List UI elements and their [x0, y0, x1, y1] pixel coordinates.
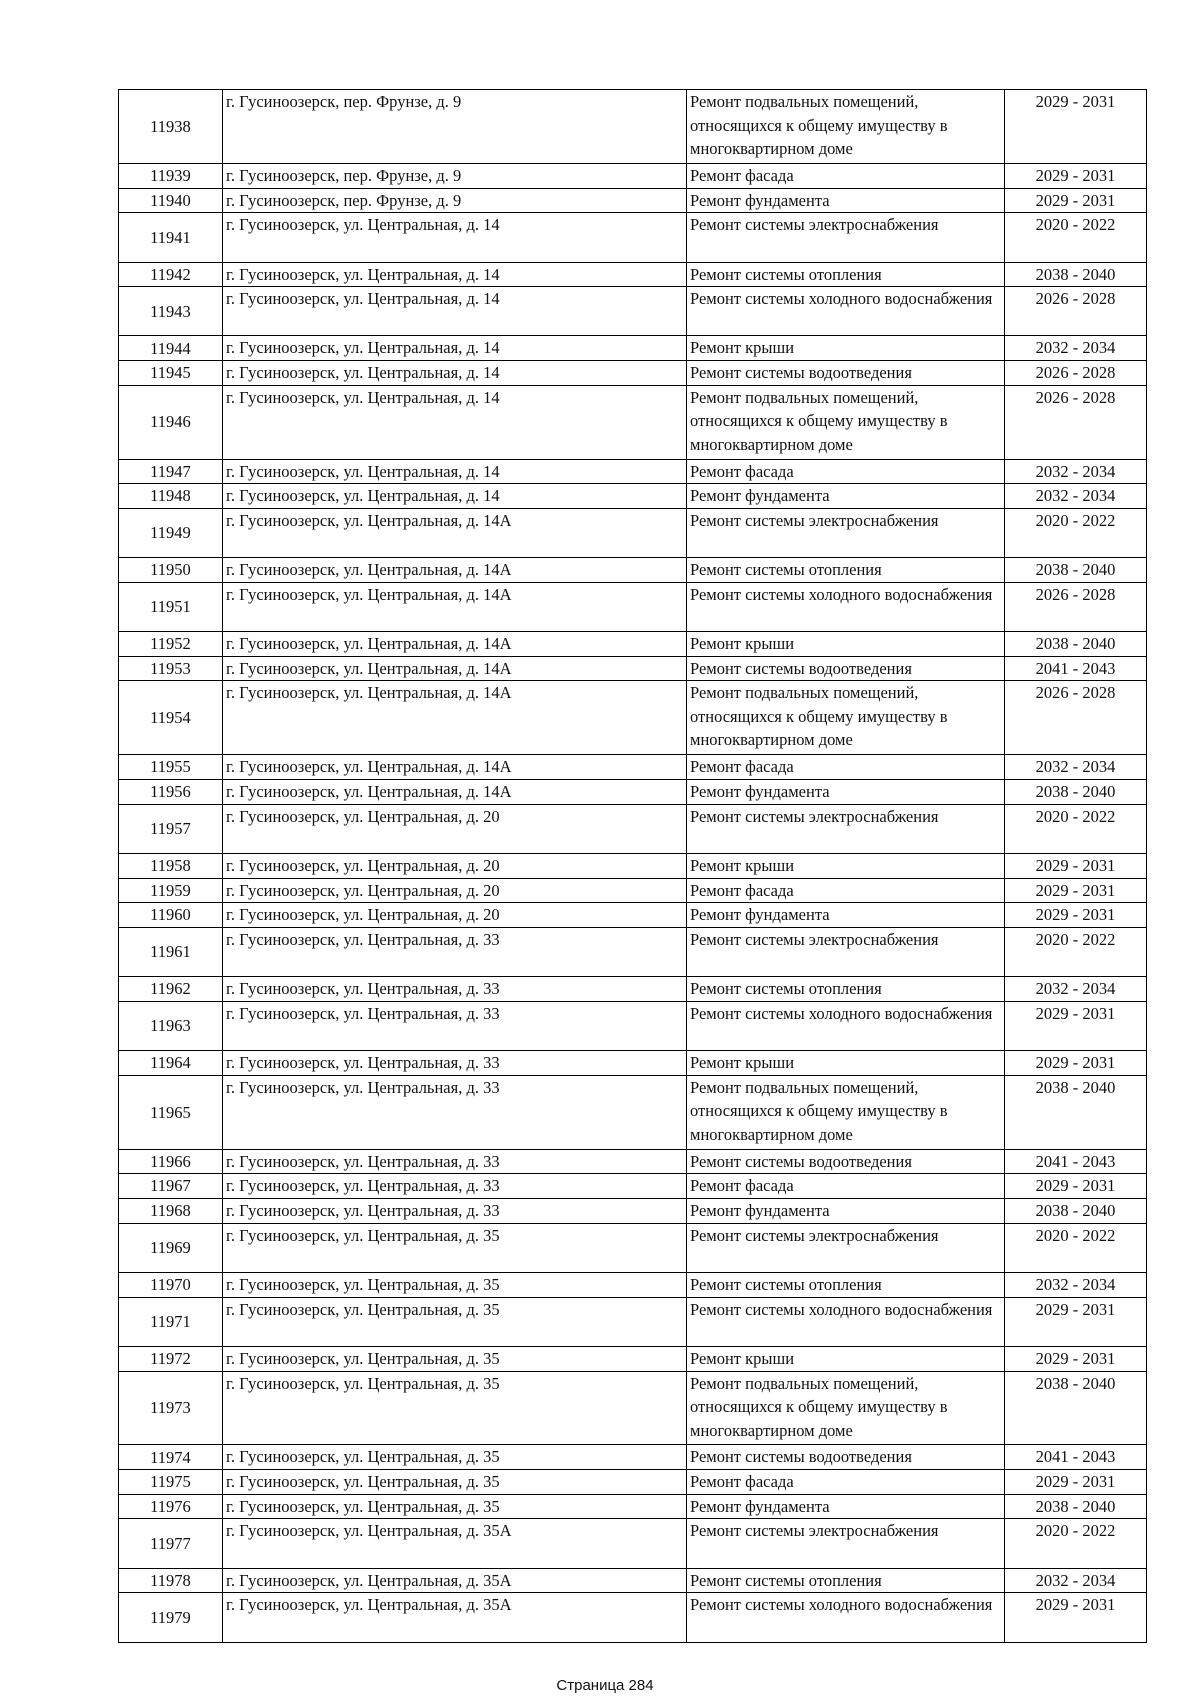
row-period: 2032 - 2034: [1005, 459, 1147, 484]
row-period: 2020 - 2022: [1005, 508, 1147, 557]
row-number: 11951: [119, 582, 223, 631]
row-number: 11952: [119, 632, 223, 657]
row-number: 11971: [119, 1297, 223, 1346]
row-number: 11964: [119, 1051, 223, 1076]
row-number: 11950: [119, 558, 223, 583]
row-work-type: Ремонт системы электроснабжения: [687, 927, 1005, 976]
table-row: [119, 878, 1147, 903]
row-number: 11962: [119, 977, 223, 1002]
row-address: г. Гусиноозерск, ул. Центральная, д. 35: [223, 1371, 687, 1445]
table-row: [119, 1174, 1147, 1199]
row-period: 2026 - 2028: [1005, 361, 1147, 386]
row-address: г. Гусиноозерск, ул. Центральная, д. 14: [223, 287, 687, 336]
row-work-type: Ремонт фундамента: [687, 1199, 1005, 1224]
table-row: [119, 287, 1147, 336]
row-work-type: Ремонт системы отопления: [687, 1272, 1005, 1297]
row-period: 2029 - 2031: [1005, 90, 1147, 164]
table-row: [119, 459, 1147, 484]
table-row: [119, 558, 1147, 583]
row-period: 2038 - 2040: [1005, 1199, 1147, 1224]
row-address: г. Гусиноозерск, ул. Центральная, д. 33: [223, 1149, 687, 1174]
document-page: [118, 89, 1146, 1643]
row-number: 11939: [119, 163, 223, 188]
table-row: [119, 213, 1147, 262]
row-address: г. Гусиноозерск, ул. Центральная, д. 35: [223, 1223, 687, 1272]
row-work-type: Ремонт системы отопления: [687, 977, 1005, 1002]
row-work-type: Ремонт системы водоотведения: [687, 1445, 1005, 1470]
row-number: 11940: [119, 188, 223, 213]
row-number: 11954: [119, 681, 223, 755]
table-body: [119, 90, 1147, 1643]
row-address: г. Гусиноозерск, ул. Центральная, д. 33: [223, 1199, 687, 1224]
row-address: г. Гусиноозерск, ул. Центральная, д. 35: [223, 1346, 687, 1371]
row-work-type: Ремонт фундамента: [687, 1494, 1005, 1519]
table-row: [119, 977, 1147, 1002]
row-number: 11979: [119, 1593, 223, 1642]
table-row: [119, 262, 1147, 287]
row-number: 11953: [119, 656, 223, 681]
row-address: г. Гусиноозерск, ул. Центральная, д. 20: [223, 878, 687, 903]
row-work-type: Ремонт системы электроснабжения: [687, 1223, 1005, 1272]
table-row: [119, 903, 1147, 928]
table-row: [119, 755, 1147, 780]
row-period: 2038 - 2040: [1005, 1075, 1147, 1149]
row-address: г. Гусиноозерск, ул. Центральная, д. 14: [223, 336, 687, 361]
row-work-type: Ремонт фундамента: [687, 484, 1005, 509]
row-number: 11957: [119, 804, 223, 853]
row-work-type: Ремонт системы электроснабжения: [687, 1519, 1005, 1568]
row-number: 11974: [119, 1445, 223, 1470]
row-number: 11969: [119, 1223, 223, 1272]
table-row: [119, 385, 1147, 459]
row-work-type: Ремонт подвальных помещений, относящихся к общему имуществу в многоквартирном доме: [687, 385, 1005, 459]
row-number: 11970: [119, 1272, 223, 1297]
row-period: 2026 - 2028: [1005, 582, 1147, 631]
row-work-type: Ремонт крыши: [687, 336, 1005, 361]
row-period: 2032 - 2034: [1005, 977, 1147, 1002]
table-row: [119, 1149, 1147, 1174]
row-work-type: Ремонт системы водоотведения: [687, 361, 1005, 386]
row-address: г. Гусиноозерск, ул. Центральная, д. 14А: [223, 681, 687, 755]
row-work-type: Ремонт системы холодного водоснабжения: [687, 582, 1005, 631]
row-address: г. Гусиноозерск, ул. Центральная, д. 14А: [223, 632, 687, 657]
row-work-type: Ремонт крыши: [687, 1346, 1005, 1371]
row-number: 11963: [119, 1001, 223, 1050]
row-address: г. Гусиноозерск, ул. Центральная, д. 33: [223, 1001, 687, 1050]
row-address: г. Гусиноозерск, ул. Центральная, д. 14А: [223, 780, 687, 805]
row-number: 11948: [119, 484, 223, 509]
table-row: [119, 508, 1147, 557]
table-row: [119, 632, 1147, 657]
table-row: [119, 1001, 1147, 1050]
table-row: [119, 853, 1147, 878]
row-period: 2029 - 2031: [1005, 1001, 1147, 1050]
table-row: [119, 1568, 1147, 1593]
row-address: г. Гусиноозерск, ул. Центральная, д. 14: [223, 385, 687, 459]
row-address: г. Гусиноозерск, ул. Центральная, д. 35А: [223, 1519, 687, 1568]
row-number: 11966: [119, 1149, 223, 1174]
row-number: 11945: [119, 361, 223, 386]
row-address: г. Гусиноозерск, ул. Центральная, д. 33: [223, 927, 687, 976]
row-work-type: Ремонт системы холодного водоснабжения: [687, 287, 1005, 336]
row-address: г. Гусиноозерск, ул. Центральная, д. 33: [223, 1174, 687, 1199]
table-row: [119, 1297, 1147, 1346]
row-address: г. Гусиноозерск, ул. Центральная, д. 14А: [223, 582, 687, 631]
row-period: 2032 - 2034: [1005, 1568, 1147, 1593]
row-period: 2020 - 2022: [1005, 213, 1147, 262]
row-period: 2029 - 2031: [1005, 878, 1147, 903]
row-address: г. Гусиноозерск, ул. Центральная, д. 35: [223, 1494, 687, 1519]
table-row: [119, 1272, 1147, 1297]
table-row: [119, 163, 1147, 188]
table-row: [119, 927, 1147, 976]
table-row: [119, 336, 1147, 361]
row-period: 2029 - 2031: [1005, 1297, 1147, 1346]
row-number: 11967: [119, 1174, 223, 1199]
row-period: 2038 - 2040: [1005, 558, 1147, 583]
row-work-type: Ремонт фасада: [687, 459, 1005, 484]
table-row: [119, 1494, 1147, 1519]
row-work-type: Ремонт системы водоотведения: [687, 656, 1005, 681]
table-row: [119, 1199, 1147, 1224]
repair-schedule-table: [118, 89, 1147, 1643]
row-address: г. Гусиноозерск, ул. Центральная, д. 14: [223, 262, 687, 287]
row-number: 11978: [119, 1568, 223, 1593]
row-number: 11958: [119, 853, 223, 878]
row-work-type: Ремонт фундамента: [687, 780, 1005, 805]
row-work-type: Ремонт фундамента: [687, 188, 1005, 213]
table-row: [119, 1371, 1147, 1445]
row-period: 2026 - 2028: [1005, 287, 1147, 336]
row-address: г. Гусиноозерск, ул. Центральная, д. 35: [223, 1297, 687, 1346]
row-number: 11938: [119, 90, 223, 164]
table-row: [119, 188, 1147, 213]
row-work-type: Ремонт системы электроснабжения: [687, 213, 1005, 262]
row-period: 2032 - 2034: [1005, 1272, 1147, 1297]
table-row: [119, 1075, 1147, 1149]
row-address: г. Гусиноозерск, ул. Центральная, д. 35: [223, 1470, 687, 1495]
table-row: [119, 804, 1147, 853]
row-address: г. Гусиноозерск, ул. Центральная, д. 14А: [223, 558, 687, 583]
row-work-type: Ремонт фасада: [687, 163, 1005, 188]
table-row: [119, 1051, 1147, 1076]
table-row: [119, 361, 1147, 386]
row-period: 2041 - 2043: [1005, 656, 1147, 681]
row-work-type: Ремонт системы электроснабжения: [687, 804, 1005, 853]
row-address: г. Гусиноозерск, ул. Центральная, д. 35А: [223, 1568, 687, 1593]
row-period: 2032 - 2034: [1005, 755, 1147, 780]
row-work-type: Ремонт подвальных помещений, относящихся к общему имуществу в многоквартирном доме: [687, 1075, 1005, 1149]
row-address: г. Гусиноозерск, ул. Центральная, д. 14: [223, 361, 687, 386]
row-period: 2026 - 2028: [1005, 681, 1147, 755]
row-period: 2029 - 2031: [1005, 903, 1147, 928]
row-period: 2029 - 2031: [1005, 188, 1147, 213]
row-work-type: Ремонт подвальных помещений, относящихся к общему имуществу в многоквартирном доме: [687, 90, 1005, 164]
row-period: 2032 - 2034: [1005, 336, 1147, 361]
row-work-type: Ремонт системы холодного водоснабжения: [687, 1297, 1005, 1346]
row-period: 2029 - 2031: [1005, 1174, 1147, 1199]
row-address: г. Гусиноозерск, ул. Центральная, д. 33: [223, 1051, 687, 1076]
row-work-type: Ремонт фасада: [687, 755, 1005, 780]
row-period: 2029 - 2031: [1005, 1346, 1147, 1371]
row-number: 11959: [119, 878, 223, 903]
row-number: 11946: [119, 385, 223, 459]
table-row: [119, 484, 1147, 509]
row-number: 11960: [119, 903, 223, 928]
row-work-type: Ремонт фасада: [687, 878, 1005, 903]
table-row: [119, 1593, 1147, 1642]
row-period: 2038 - 2040: [1005, 780, 1147, 805]
row-work-type: Ремонт системы водоотведения: [687, 1149, 1005, 1174]
table-row: [119, 1470, 1147, 1495]
table-row: [119, 90, 1147, 164]
row-period: 2038 - 2040: [1005, 1371, 1147, 1445]
row-number: 11961: [119, 927, 223, 976]
table-row: [119, 582, 1147, 631]
row-period: 2029 - 2031: [1005, 1593, 1147, 1642]
row-address: г. Гусиноозерск, ул. Центральная, д. 35: [223, 1445, 687, 1470]
row-period: 2029 - 2031: [1005, 1470, 1147, 1495]
row-address: г. Гусиноозерск, ул. Центральная, д. 14: [223, 484, 687, 509]
row-work-type: Ремонт крыши: [687, 632, 1005, 657]
row-address: г. Гусиноозерск, ул. Центральная, д. 20: [223, 804, 687, 853]
row-address: г. Гусиноозерск, пер. Фрунзе, д. 9: [223, 188, 687, 213]
row-work-type: Ремонт системы отопления: [687, 262, 1005, 287]
row-work-type: Ремонт системы холодного водоснабжения: [687, 1001, 1005, 1050]
row-number: 11976: [119, 1494, 223, 1519]
row-period: 2032 - 2034: [1005, 484, 1147, 509]
row-number: 11943: [119, 287, 223, 336]
row-number: 11977: [119, 1519, 223, 1568]
row-address: г. Гусиноозерск, ул. Центральная, д. 14А: [223, 508, 687, 557]
row-number: 11972: [119, 1346, 223, 1371]
row-number: 11949: [119, 508, 223, 557]
row-work-type: Ремонт фасада: [687, 1470, 1005, 1495]
row-period: 2020 - 2022: [1005, 1519, 1147, 1568]
row-period: 2038 - 2040: [1005, 632, 1147, 657]
row-period: 2029 - 2031: [1005, 853, 1147, 878]
row-work-type: Ремонт подвальных помещений, относящихся к общему имуществу в многоквартирном доме: [687, 1371, 1005, 1445]
row-number: 11975: [119, 1470, 223, 1495]
row-number: 11947: [119, 459, 223, 484]
row-period: 2029 - 2031: [1005, 163, 1147, 188]
row-work-type: Ремонт фундамента: [687, 903, 1005, 928]
row-address: г. Гусиноозерск, ул. Центральная, д. 35: [223, 1272, 687, 1297]
row-work-type: Ремонт крыши: [687, 853, 1005, 878]
row-period: 2038 - 2040: [1005, 262, 1147, 287]
row-period: 2026 - 2028: [1005, 385, 1147, 459]
table-row: [119, 1223, 1147, 1272]
row-period: 2020 - 2022: [1005, 927, 1147, 976]
row-work-type: Ремонт системы холодного водоснабжения: [687, 1593, 1005, 1642]
table-row: [119, 780, 1147, 805]
row-address: г. Гусиноозерск, ул. Центральная, д. 35А: [223, 1593, 687, 1642]
row-address: г. Гусиноозерск, ул. Центральная, д. 14А: [223, 755, 687, 780]
row-period: 2041 - 2043: [1005, 1149, 1147, 1174]
table-row: [119, 1519, 1147, 1568]
row-address: г. Гусиноозерск, пер. Фрунзе, д. 9: [223, 90, 687, 164]
row-work-type: Ремонт системы отопления: [687, 1568, 1005, 1593]
row-address: г. Гусиноозерск, ул. Центральная, д. 14А: [223, 656, 687, 681]
row-address: г. Гусиноозерск, ул. Центральная, д. 14: [223, 213, 687, 262]
row-address: г. Гусиноозерск, пер. Фрунзе, д. 9: [223, 163, 687, 188]
row-work-type: Ремонт фасада: [687, 1174, 1005, 1199]
row-number: 11941: [119, 213, 223, 262]
row-address: г. Гусиноозерск, ул. Центральная, д. 20: [223, 853, 687, 878]
row-number: 11968: [119, 1199, 223, 1224]
row-period: 2020 - 2022: [1005, 804, 1147, 853]
row-period: 2041 - 2043: [1005, 1445, 1147, 1470]
row-number: 11955: [119, 755, 223, 780]
row-address: г. Гусиноозерск, ул. Центральная, д. 20: [223, 903, 687, 928]
row-period: 2029 - 2031: [1005, 1051, 1147, 1076]
table-row: [119, 656, 1147, 681]
table-row: [119, 1346, 1147, 1371]
row-work-type: Ремонт крыши: [687, 1051, 1005, 1076]
table-row: [119, 681, 1147, 755]
row-address: г. Гусиноозерск, ул. Центральная, д. 33: [223, 1075, 687, 1149]
row-work-type: Ремонт системы отопления: [687, 558, 1005, 583]
row-number: 11942: [119, 262, 223, 287]
row-number: 11973: [119, 1371, 223, 1445]
row-address: г. Гусиноозерск, ул. Центральная, д. 33: [223, 977, 687, 1002]
row-number: 11956: [119, 780, 223, 805]
row-number: 11944: [119, 336, 223, 361]
row-work-type: Ремонт системы электроснабжения: [687, 508, 1005, 557]
row-work-type: Ремонт подвальных помещений, относящихся к общему имуществу в многоквартирном доме: [687, 681, 1005, 755]
table-row: [119, 1445, 1147, 1470]
row-period: 2038 - 2040: [1005, 1494, 1147, 1519]
row-period: 2020 - 2022: [1005, 1223, 1147, 1272]
row-number: 11965: [119, 1075, 223, 1149]
row-address: г. Гусиноозерск, ул. Центральная, д. 14: [223, 459, 687, 484]
page-number: Страница 284: [556, 1677, 654, 1694]
